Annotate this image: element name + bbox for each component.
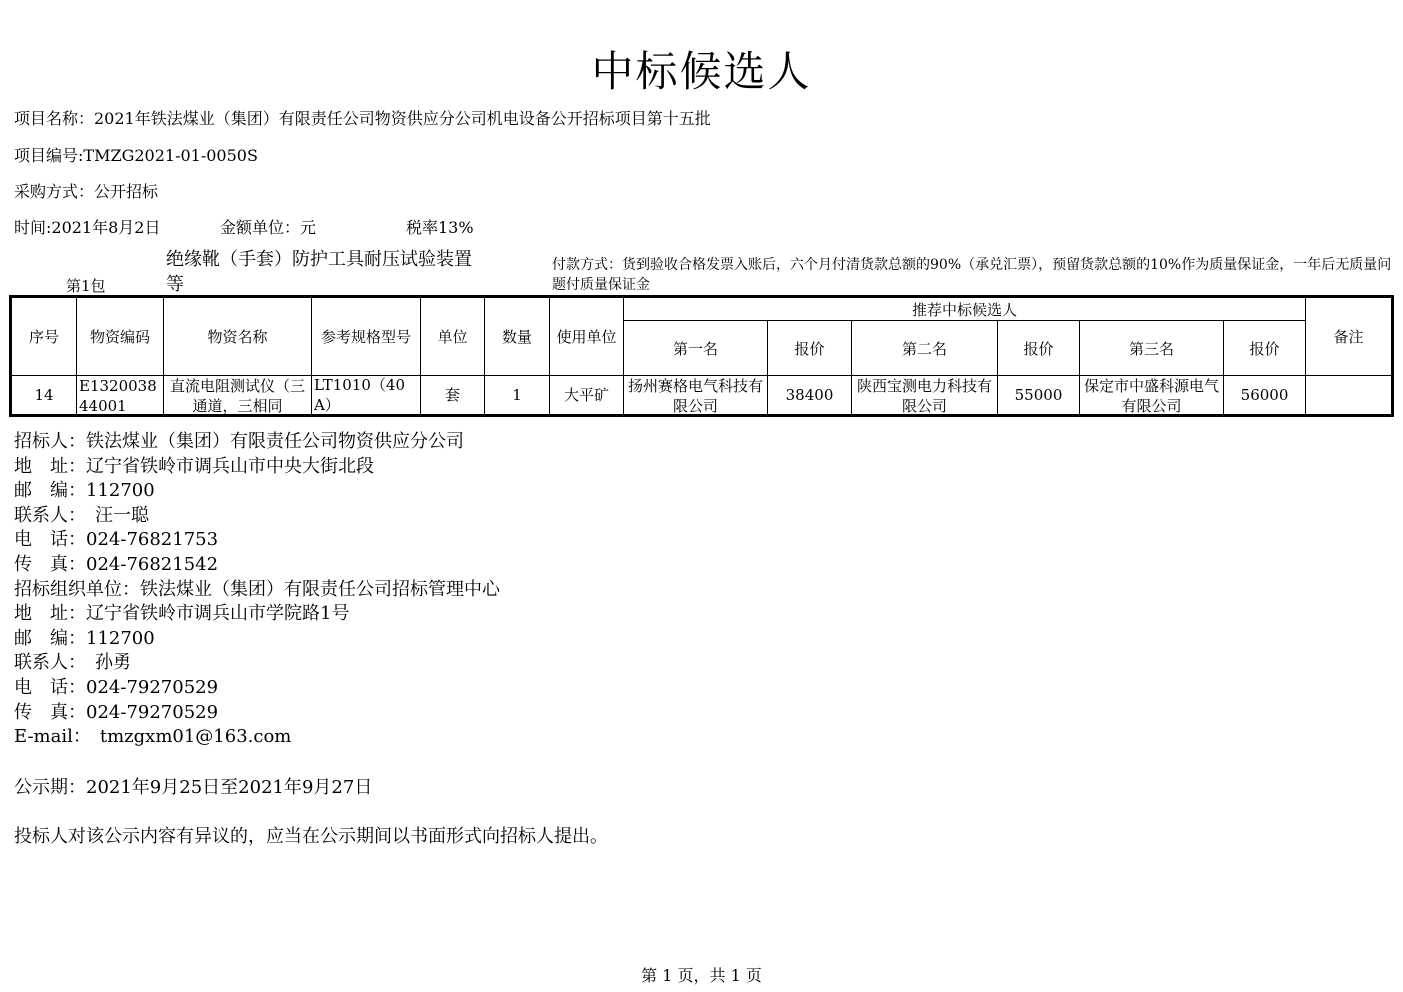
agency-fax: 传 真：024-79270529 (14, 701, 219, 723)
package-subject: 绝缘靴（手套）防护工具耐压试验装置等 (166, 249, 472, 295)
cell-material-name: 直流电阻测试仪（三通道，三相同 (164, 376, 312, 416)
header-first: 第一名 (624, 321, 768, 376)
cell-unit: 套 (421, 376, 485, 416)
header-unit: 单位 (421, 297, 485, 376)
cell-remarks (1306, 376, 1393, 416)
table-row (11, 376, 1393, 416)
cell-price3: 56000 (1224, 376, 1306, 416)
package-label: 第1包 (66, 277, 106, 295)
agency-email: E-mail： tmzgxm01@163.com (14, 726, 292, 748)
header-spec: 参考规格型号 (312, 297, 421, 376)
agency-address: 地 址：辽宁省铁岭市调兵山市学院路1号 (14, 603, 350, 625)
header-recommended: 推荐中标候选人 (624, 297, 1306, 321)
tax-rate: 税率13% (406, 218, 474, 237)
cell-quantity: 1 (485, 376, 550, 416)
project-code: 项目编号:TMZG2021-01-0050S (14, 146, 258, 165)
tenderer-fax: 传 真：024-76821542 (14, 553, 219, 575)
cell-price2: 55000 (998, 376, 1080, 416)
agency-phone: 电 话：024-79270529 (14, 676, 219, 698)
header-seq: 序号 (11, 297, 77, 376)
header-second: 第二名 (852, 321, 998, 376)
header-material-code: 物资编码 (77, 297, 164, 376)
header-material-name: 物资名称 (164, 297, 312, 376)
payment-terms: 付款方式：货到验收合格发票入账后，六个月付清货款总额的90%（承兑汇票），预留货款总额的10%作为质量保证金，一年后无质量问题付质量保证金 (552, 257, 1392, 293)
agency-contact: 联系人： 孙勇 (14, 652, 131, 674)
cell-price1: 38400 (768, 376, 852, 416)
time-row (14, 217, 474, 239)
header-remarks: 备注 (1306, 297, 1393, 376)
tenderer-postcode: 邮 编：112700 (14, 480, 155, 502)
header-third: 第三名 (1080, 321, 1224, 376)
objection-notice: 投标人对该公示内容有异议的，应当在公示期间以书面形式向招标人提出。 (14, 826, 608, 847)
currency-unit: 金额单位：元 (220, 218, 317, 237)
tenderer-contact: 联系人： 汪一聪 (14, 504, 149, 526)
publicity-period: 公示期：2021年9月25日至2021年9月27日 (14, 777, 373, 798)
page-footer: 第 1 页，共 1 页 (641, 966, 762, 985)
cell-material-code: E132003844001 (77, 376, 164, 416)
tenderer-address: 地 址：辽宁省铁岭市调兵山市中央大街北段 (14, 455, 374, 477)
header-user-unit: 使用单位 (550, 297, 624, 376)
cell-first: 扬州赛格电气科技有限公司 (624, 376, 768, 416)
agency-postcode: 邮 编：112700 (14, 627, 155, 649)
agency-name: 招标组织单位：铁法煤业（集团）有限责任公司招标管理中心 (14, 578, 500, 600)
header-price3: 报价 (1224, 321, 1306, 376)
project-name: 项目名称：2021年铁法煤业（集团）有限责任公司物资供应分公司机电设备公开招标项目第十五批 (14, 109, 711, 128)
cell-seq: 14 (11, 376, 77, 416)
publish-time: 时间:2021年8月2日 (14, 218, 161, 237)
cell-third: 保定市中盛科源电气有限公司 (1080, 376, 1224, 416)
header-price1: 报价 (768, 321, 852, 376)
cell-spec: LT1010（40A） (312, 376, 421, 416)
cell-user-unit: 大平矿 (550, 376, 624, 416)
tenderer-phone: 电 话：024-76821753 (14, 529, 219, 551)
tenderer-name: 招标人：铁法煤业（集团）有限责任公司物资供应分公司 (14, 431, 464, 452)
cell-second: 陕西宝测电力科技有限公司 (852, 376, 998, 416)
header-quantity: 数量 (485, 297, 550, 376)
header-price2: 报价 (998, 321, 1080, 376)
bid-table (9, 295, 1394, 417)
page-title: 中标候选人 (591, 47, 812, 96)
procurement-method: 采购方式：公开招标 (14, 182, 159, 201)
contact-block (14, 430, 500, 750)
